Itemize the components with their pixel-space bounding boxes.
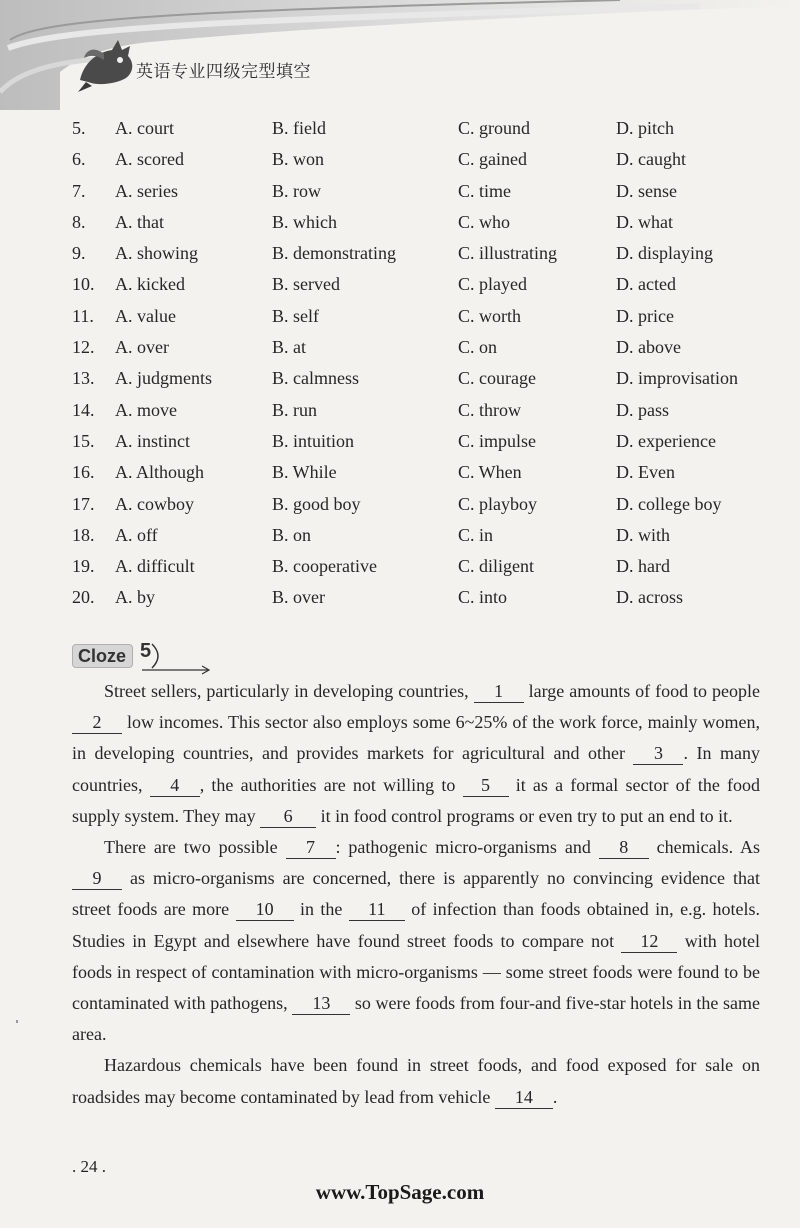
- option-a: A. Although: [115, 462, 205, 483]
- option-c: C. into: [458, 587, 508, 608]
- option-d: D. above: [616, 337, 681, 358]
- option-b: B. which: [272, 211, 337, 232]
- option-row: [0, 395, 800, 426]
- option-a: A. move: [115, 399, 177, 420]
- option-row: [0, 301, 800, 332]
- option-d: D. college boy: [616, 493, 722, 514]
- option-b: B. self: [272, 305, 319, 326]
- option-row: [0, 582, 800, 613]
- option-a: A. series: [115, 180, 178, 201]
- option-c: C. throw: [458, 399, 521, 420]
- blank-4[interactable]: 4: [150, 774, 200, 797]
- option-row: [0, 207, 800, 238]
- option-d: D. improvisation: [616, 368, 738, 389]
- blank-6[interactable]: 6: [260, 805, 316, 828]
- arrow-icon: [72, 638, 222, 676]
- blank-2[interactable]: 2: [72, 711, 122, 734]
- footer-url[interactable]: www.TopSage.com: [315, 1180, 485, 1204]
- option-c: C. gained: [458, 149, 527, 170]
- option-c: C. playboy: [458, 493, 537, 514]
- option-a: A. scored: [115, 149, 184, 170]
- option-row: [0, 332, 800, 363]
- option-c: C. in: [458, 524, 494, 545]
- option-row: [0, 238, 800, 269]
- option-d: D. pitch: [616, 118, 674, 138]
- option-b: B. run: [272, 399, 317, 420]
- blank-8[interactable]: 8: [599, 836, 649, 859]
- question-number: 16.: [72, 462, 95, 483]
- cloze-label: Cloze: [72, 644, 133, 668]
- option-a: A. court: [115, 118, 174, 138]
- cloze-number: 5: [140, 640, 152, 662]
- question-number: 13.: [72, 368, 95, 389]
- blank-14[interactable]: 14: [495, 1086, 553, 1109]
- blank-9[interactable]: 9: [72, 867, 122, 890]
- blank-12[interactable]: 12: [621, 930, 677, 953]
- blank-1[interactable]: 1: [474, 680, 524, 703]
- option-d: D. with: [616, 524, 670, 545]
- option-d: D. pass: [616, 399, 669, 420]
- option-d: D. price: [616, 305, 674, 326]
- option-b: B. intuition: [272, 430, 355, 451]
- question-number: 10.: [72, 274, 95, 295]
- option-a: A. value: [115, 305, 176, 326]
- question-number: 11.: [72, 305, 94, 326]
- option-d: D. acted: [616, 274, 676, 295]
- option-row: [0, 269, 800, 300]
- option-b: B. won: [272, 149, 325, 170]
- option-b: B. on: [272, 524, 312, 545]
- page-header: [0, 0, 800, 110]
- page-number: . 24 .: [72, 1157, 106, 1176]
- option-a: A. judgments: [115, 368, 212, 389]
- question-number: 19.: [72, 556, 95, 577]
- question-number: 17.: [72, 493, 95, 514]
- option-c: C. time: [458, 180, 511, 201]
- option-b: B. good boy: [272, 493, 361, 514]
- question-number: 6.: [72, 149, 86, 170]
- option-row: [0, 489, 800, 520]
- question-number: 14.: [72, 399, 95, 420]
- option-d: D. hard: [616, 556, 670, 577]
- option-c: C. who: [458, 211, 511, 232]
- paragraph-2: There are two possible 7 : pathogenic micro-organisms and 8 chemicals. As 9 as micro-organisms are concerned, there is apparently no convincing evidence that street foods are more 10 in the 11 of infection than foods obtained in, e.g. hotels. Studies in Egypt and elsewhere have found street foods to compare not 12 with hotel foods in respect of contamination with micro-organisms — some street foods were found to be contaminated with pathogens, 13 so were foods from four-and five-star hotels in the same area.: [72, 837, 761, 1045]
- option-row: [0, 144, 800, 175]
- option-c: C. played: [458, 274, 527, 295]
- option-d: D. caught: [616, 149, 686, 170]
- option-d: D. sense: [616, 180, 677, 201]
- blank-11[interactable]: 11: [349, 898, 405, 921]
- option-b: B. cooperative: [272, 556, 377, 577]
- answer-options-list: [0, 113, 800, 614]
- option-row: [0, 176, 800, 207]
- option-d: D. experience: [616, 430, 716, 451]
- header-banner: [0, 0, 800, 110]
- question-number: 12.: [72, 337, 95, 358]
- paragraph-3: Hazardous chemicals have been found in street foods, and food exposed for sale on roadsides may become contaminated by lead from vehicle 14 .: [72, 1055, 760, 1107]
- option-c: C. diligent: [458, 556, 534, 577]
- option-a: A. difficult: [115, 556, 195, 577]
- paragraph-1: Street sellers, particularly in developing countries, 1 large amounts of food to people 2 low incomes. This sector also employs some 6~25% of the work force, mainly women, in developing countries, and provides markets for agricultural and other 3 . In many countries, 4 , the authorities are not willing to 5 it as a formal sector of the food supply system. They may 6 it in food control programs or even try to put an end to it.: [72, 681, 761, 826]
- option-c: C. worth: [458, 305, 521, 326]
- option-b: B. calmness: [272, 368, 359, 389]
- option-row: [0, 551, 800, 582]
- option-d: D. Even: [616, 462, 675, 483]
- option-c: C. ground: [458, 118, 530, 138]
- question-number: 5.: [72, 118, 86, 138]
- question-number: 18.: [72, 524, 95, 545]
- option-a: A. over: [115, 337, 169, 358]
- question-number: 7.: [72, 180, 86, 201]
- cloze-passage: [72, 676, 760, 1113]
- blank-7[interactable]: 7: [286, 836, 336, 859]
- option-d: D. what: [616, 211, 673, 232]
- blank-3[interactable]: 3: [633, 742, 683, 765]
- option-a: A. cowboy: [115, 493, 194, 514]
- option-b: B. While: [272, 462, 337, 483]
- option-b: B. demonstrating: [272, 243, 396, 264]
- question-number: 9.: [72, 243, 86, 264]
- option-c: C. When: [458, 462, 522, 483]
- option-d: D. across: [616, 587, 683, 608]
- option-b: B. field: [272, 118, 326, 138]
- question-number: 8.: [72, 211, 86, 232]
- blank-13[interactable]: 13: [292, 992, 350, 1015]
- option-b: B. row: [272, 180, 321, 201]
- option-c: C. on: [458, 337, 498, 358]
- option-row: [0, 363, 800, 394]
- cloze-heading: [72, 638, 222, 676]
- option-row: [0, 113, 800, 144]
- blank-5[interactable]: 5: [463, 774, 509, 797]
- option-row: [0, 426, 800, 457]
- option-a: A. that: [115, 211, 164, 232]
- option-b: B. at: [272, 337, 306, 358]
- option-a: A. by: [115, 587, 155, 608]
- option-a: A. off: [115, 524, 158, 545]
- option-a: A. instinct: [115, 430, 190, 451]
- question-number: 15.: [72, 430, 95, 451]
- option-b: B. over: [272, 587, 325, 608]
- option-a: A. kicked: [115, 274, 185, 295]
- option-b: B. served: [272, 274, 340, 295]
- header-title: 英语专业四级完型填空: [136, 62, 311, 82]
- option-c: C. illustrating: [458, 243, 557, 264]
- option-row: [0, 457, 800, 488]
- scan-mark: [16, 1020, 18, 1023]
- option-a: A. showing: [115, 243, 199, 264]
- blank-10[interactable]: 10: [236, 898, 294, 921]
- option-c: C. courage: [458, 368, 536, 389]
- option-row: [0, 520, 800, 551]
- option-d: D. displaying: [616, 243, 713, 264]
- question-number: 20.: [72, 587, 95, 608]
- option-c: C. impulse: [458, 430, 537, 451]
